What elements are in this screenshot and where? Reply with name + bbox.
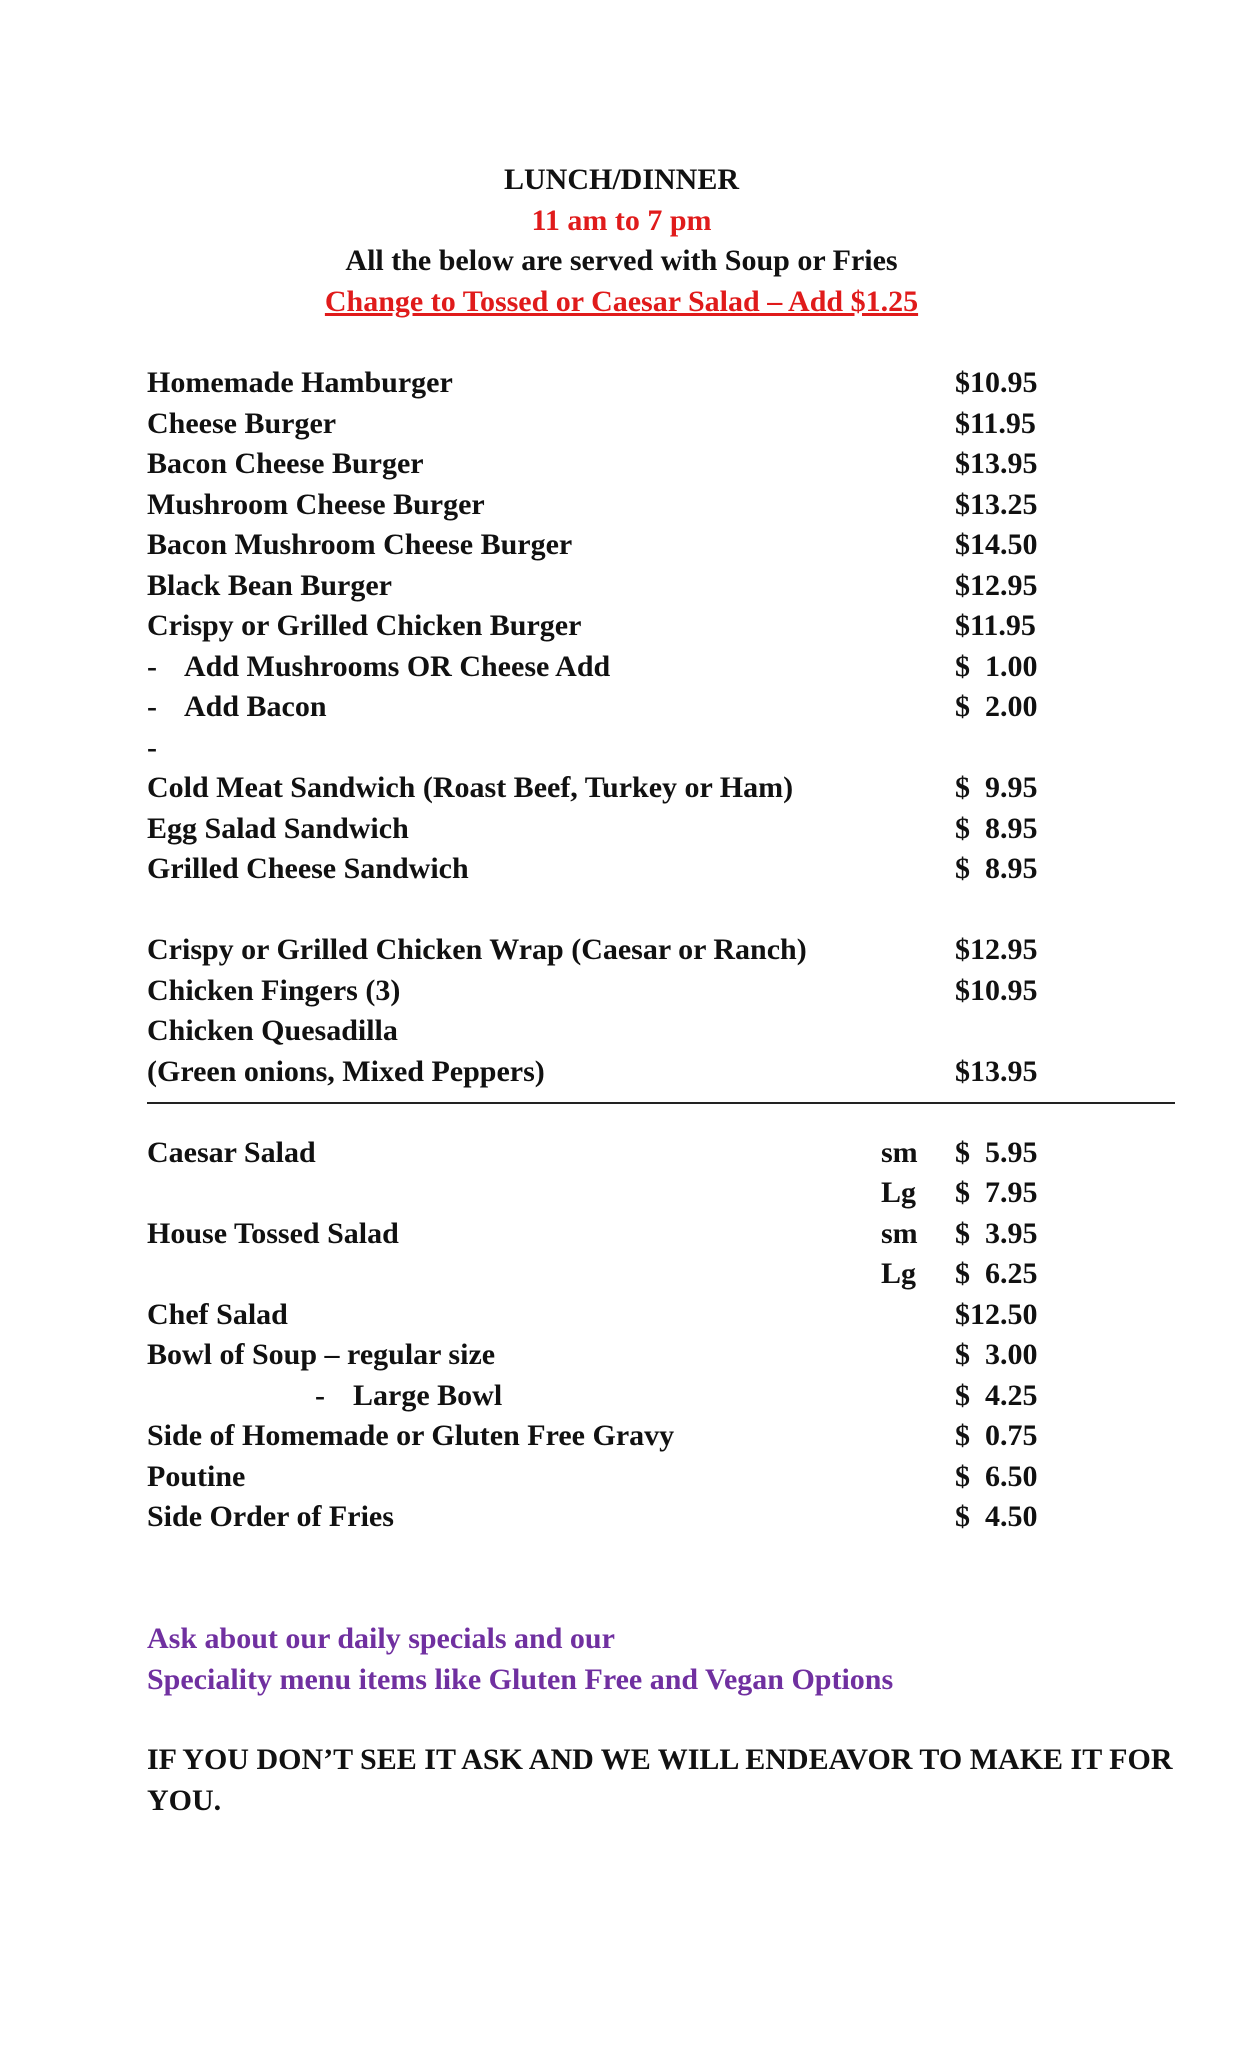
item-price: $ 3.00 — [955, 1338, 1038, 1371]
menu-item — [147, 971, 1177, 1012]
item-price: $ 2.00 — [955, 690, 1038, 723]
menu-item — [147, 1214, 1177, 1255]
item-name: Bacon Mushroom Cheese Burger — [147, 528, 573, 561]
item-name: Mushroom Cheese Burger — [147, 487, 485, 521]
item-price: $ 8.95 — [955, 852, 1038, 885]
item-name: Chicken Fingers (3) — [147, 973, 401, 1007]
menu-addon — [147, 1376, 1177, 1417]
menu-item — [147, 1011, 1177, 1052]
item-name: Grilled Cheese Sandwich — [147, 852, 469, 885]
item-price: $12.50 — [955, 1297, 1038, 1331]
menu-item — [147, 606, 1177, 647]
item-price: $ 6.25 — [955, 1257, 1038, 1290]
menu-addon — [147, 647, 1177, 688]
item-name: Chef Salad — [147, 1297, 288, 1331]
item-price: $10.95 — [955, 366, 1038, 399]
salad-upgrade-note: Change to Tossed or Caesar Salad – Add $1.25 — [324, 284, 919, 318]
menu-item — [147, 485, 1177, 526]
item-size: sm — [881, 1216, 918, 1250]
item-price: $ 5.95 — [955, 1135, 1038, 1169]
item-price: $13.95 — [955, 447, 1038, 480]
menu-item — [147, 444, 1177, 485]
item-name: Cold Meat Sandwich (Roast Beef, Turkey or Ham) — [147, 771, 794, 804]
item-name: Side Order of Fries — [147, 1500, 394, 1533]
menu-item — [147, 1497, 1177, 1538]
bullet-dash: - — [315, 1378, 325, 1412]
menu-item — [147, 1133, 1177, 1174]
menu-item — [147, 930, 1177, 971]
item-price: $ 4.50 — [955, 1500, 1038, 1533]
item-name: Cheese Burger — [147, 406, 337, 440]
menu-title: LUNCH/DINNER — [503, 163, 740, 196]
section-divider — [147, 1092, 1177, 1133]
item-name: Egg Salad Sandwich — [147, 811, 409, 845]
bullet-dash: - — [147, 730, 157, 764]
menu-item — [147, 1335, 1177, 1376]
item-name: Add Mushrooms OR Cheese Add — [184, 649, 611, 683]
item-price: $ 1.00 — [955, 649, 1038, 683]
item-price: $10.95 — [955, 973, 1038, 1007]
menu-footer — [147, 1619, 1187, 1821]
horizontal-rule — [147, 1102, 1175, 1104]
menu-header — [0, 160, 1243, 322]
menu-item — [147, 1416, 1177, 1457]
bullet-dash: - — [147, 690, 157, 723]
menu-item — [147, 1457, 1177, 1498]
menu-item — [147, 1295, 1177, 1336]
menu-item — [147, 525, 1177, 566]
special-request-notice: IF YOU DON’T SEE IT ASK AND WE WILL ENDEAVOR TO MAKE IT FOR YOU. — [147, 1743, 1173, 1817]
item-price: $ 3.95 — [955, 1216, 1038, 1250]
menu-item — [147, 809, 1177, 850]
item-name: Poutine — [147, 1459, 246, 1493]
menu-items — [147, 363, 1177, 1538]
menu-item — [147, 849, 1177, 890]
menu-addon — [147, 687, 1177, 728]
item-name: House Tossed Salad — [147, 1216, 399, 1250]
item-price: $ 0.75 — [955, 1419, 1038, 1452]
item-size: sm — [881, 1135, 918, 1169]
menu-item — [147, 1173, 1177, 1214]
item-price: $ 4.25 — [955, 1378, 1038, 1412]
item-price: $13.95 — [955, 1054, 1038, 1088]
specials-line-1: Ask about our daily specials and our — [147, 1622, 615, 1655]
specials-line-2: Speciality menu items like Gluten Free and Vegan Options — [147, 1662, 894, 1696]
served-with-note: All the below are served with Soup or Fries — [345, 244, 898, 277]
item-size: Lg — [881, 1257, 917, 1290]
item-price: $11.95 — [955, 406, 1036, 440]
menu-item — [147, 363, 1177, 404]
item-price: $12.95 — [955, 933, 1038, 966]
item-name: (Green onions, Mixed Peppers) — [147, 1054, 545, 1088]
menu-item — [147, 768, 1177, 809]
menu-hours: 11 am to 7 pm — [531, 203, 712, 237]
menu-item — [147, 566, 1177, 607]
item-price: $ 7.95 — [955, 1176, 1038, 1209]
item-price: $11.95 — [955, 609, 1036, 642]
item-price: $ 6.50 — [955, 1459, 1038, 1493]
item-name: Add Bacon — [184, 690, 327, 723]
item-price: $ 8.95 — [955, 811, 1038, 845]
item-price: $14.50 — [955, 528, 1038, 561]
bullet-dash: - — [147, 649, 157, 683]
empty-bullet-row — [147, 728, 1177, 769]
item-name: Side of Homemade or Gluten Free Gravy — [147, 1419, 675, 1452]
item-price: $ 9.95 — [955, 771, 1038, 804]
item-name: Chicken Quesadilla — [147, 1014, 398, 1047]
item-name: Homemade Hamburger — [147, 366, 453, 399]
item-name: Large Bowl — [353, 1378, 503, 1412]
spacer-row — [147, 890, 1177, 931]
menu-item — [147, 1254, 1177, 1295]
item-name: Crispy or Grilled Chicken Burger — [147, 609, 582, 642]
item-price: $12.95 — [955, 568, 1038, 602]
item-size: Lg — [881, 1176, 917, 1209]
item-name: Black Bean Burger — [147, 568, 392, 602]
item-name: Caesar Salad — [147, 1135, 316, 1169]
item-name: Bowl of Soup – regular size — [147, 1338, 496, 1371]
item-name: Crispy or Grilled Chicken Wrap (Caesar or Ranch) — [147, 933, 807, 966]
item-price: $13.25 — [955, 487, 1038, 521]
item-name: Bacon Cheese Burger — [147, 447, 424, 480]
menu-item — [147, 404, 1177, 445]
menu-item — [147, 1052, 1177, 1093]
